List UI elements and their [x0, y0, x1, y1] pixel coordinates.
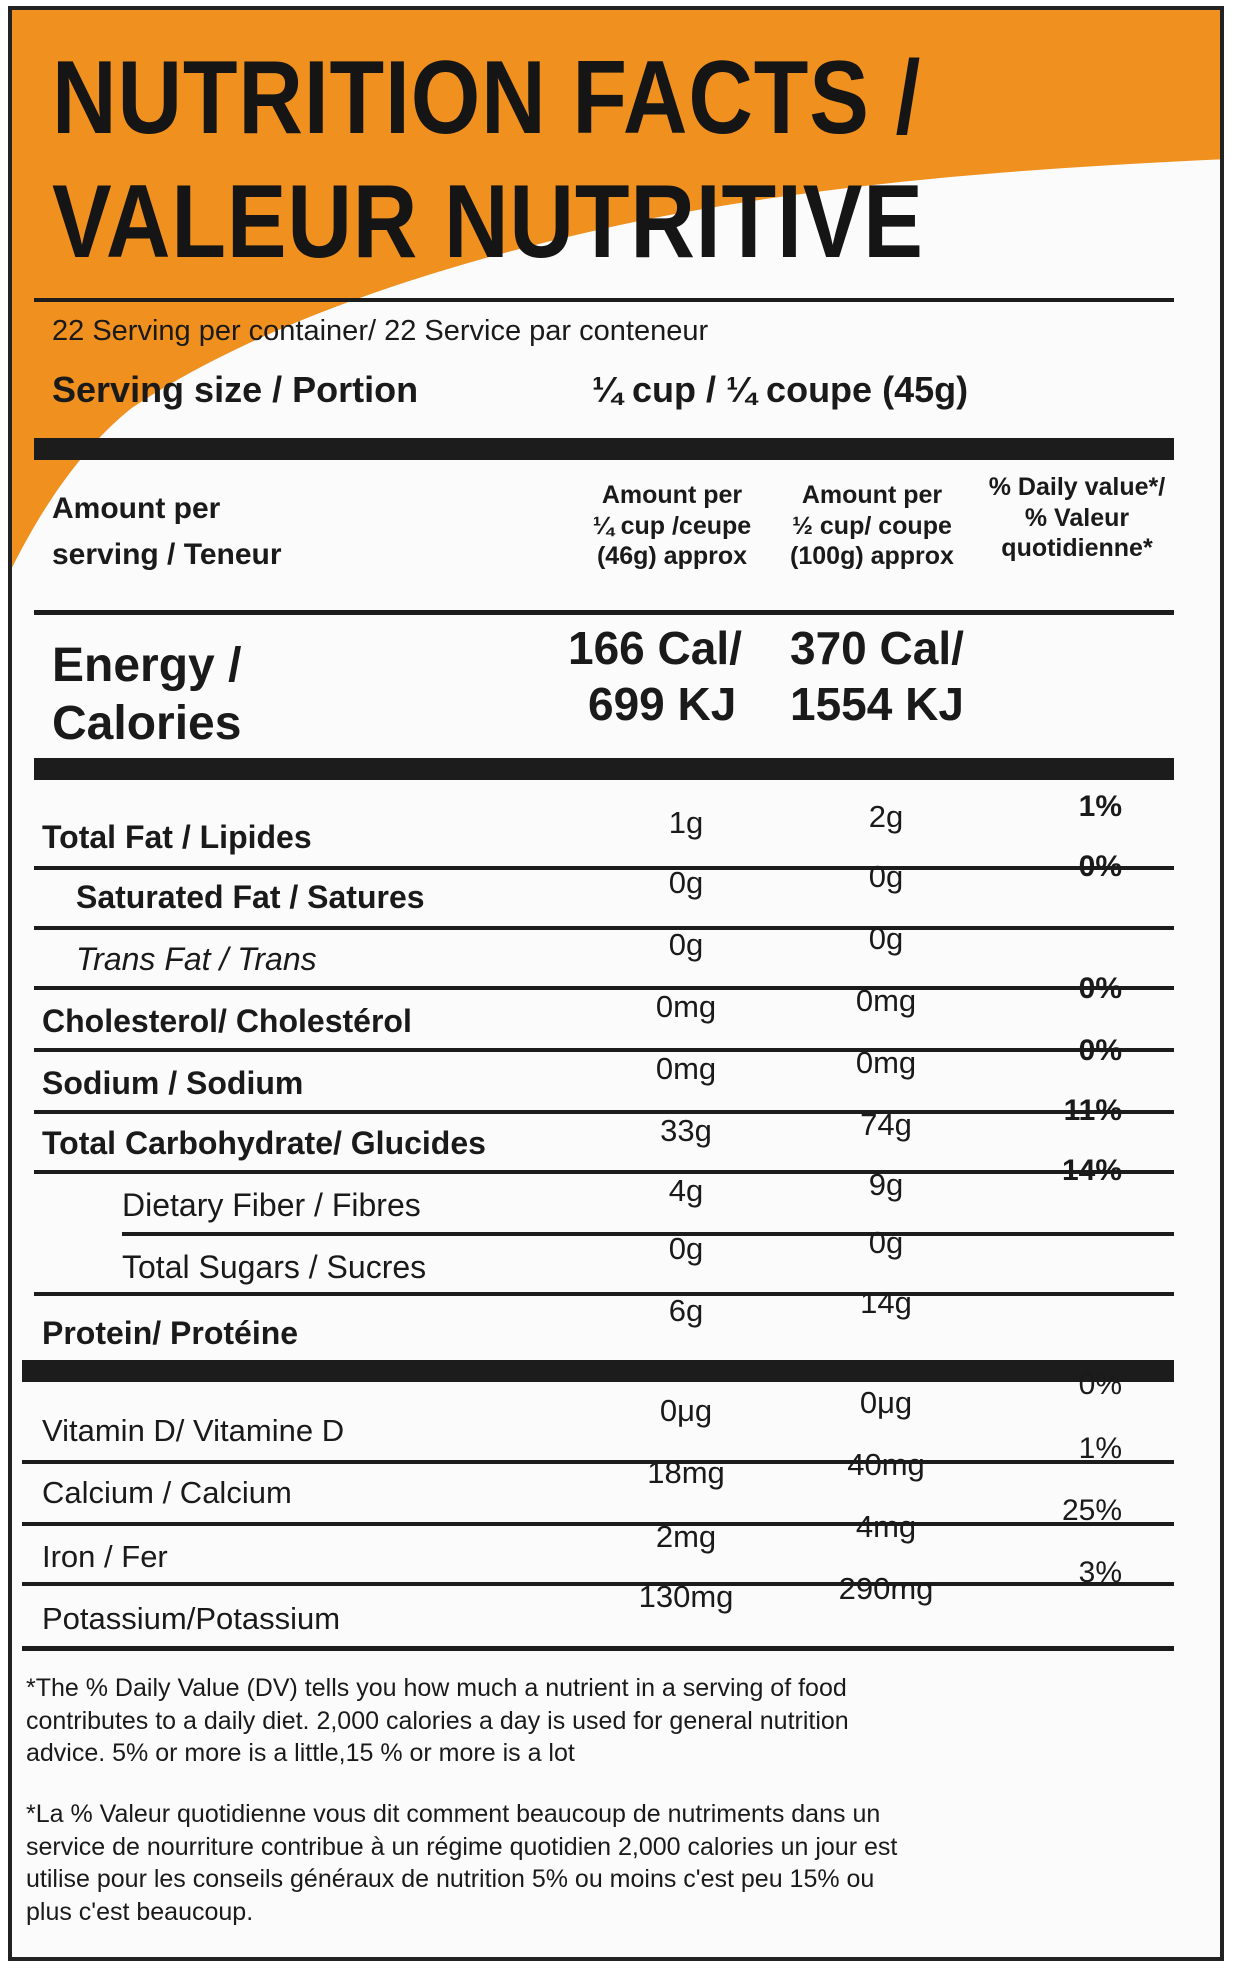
nutrient-label: Cholesterol/ Cholestérol [42, 1003, 412, 1039]
nutrition-label [8, 6, 1224, 1961]
divider [34, 610, 1174, 615]
vitamin-serving-value: 0μg [659, 1393, 713, 1428]
column-header-daily-value: % Daily value*/ % Valeur quotidienne* [988, 473, 1166, 562]
nutrient-daily-value: 0% [1078, 1034, 1122, 1067]
nutrient-daily-value: 11% [1063, 1094, 1122, 1127]
nutrient-label: Total Carbohydrate/ Glucides [42, 1125, 486, 1161]
amount-header-line1: Amount per [52, 492, 221, 525]
nutrient-serving-value: 0g [668, 1231, 704, 1266]
nutrient-serving-value: 0mg [655, 1051, 717, 1086]
energy-100g-cal: 370 Cal/ [790, 622, 964, 674]
vitamin-100g-value: 290mg [838, 1571, 934, 1606]
title-french: VALEUR NUTRITIVE [52, 164, 924, 280]
energy-serving-kj: 699 KJ [588, 678, 737, 730]
divider [22, 1646, 1174, 1651]
energy-100g-kj: 1554 KJ [790, 678, 964, 730]
nutrient-serving-value: 1g [668, 805, 704, 840]
vitamin-label: Calcium / Calcium [42, 1475, 292, 1510]
divider [34, 926, 1174, 930]
nutrient-serving-value: 33g [660, 1113, 712, 1148]
vitamin-daily-value: 25% [1061, 1494, 1122, 1527]
servings-per-container: 22 Serving per container/ 22 Service par conteneur [52, 315, 709, 347]
energy-label-line2: Calories [52, 697, 242, 750]
nutrient-100g-value: 0mg [855, 1045, 917, 1080]
vitamin-daily-value: 1% [1078, 1432, 1122, 1465]
nutrient-daily-value: 14% [1061, 1154, 1122, 1187]
nutrient-serving-value: 0g [668, 865, 704, 900]
thick-divider [34, 438, 1174, 460]
nutrient-label: Saturated Fat / Satures [76, 879, 425, 915]
nutrient-label: Sodium / Sodium [42, 1065, 304, 1101]
amount-header-line2: serving / Teneur [52, 538, 282, 571]
nutrient-label: Total Sugars / Sucres [122, 1249, 427, 1285]
column-header-100g: Amount per ½ cup/ coupe (100g) approx [790, 481, 954, 570]
energy-serving-cal: 166 Cal/ [568, 622, 742, 674]
vitamin-daily-value: 3% [1078, 1556, 1122, 1589]
thick-divider [34, 758, 1174, 780]
vitamin-100g-value: 40mg [847, 1447, 925, 1482]
nutrient-100g-value: 0g [868, 859, 904, 894]
vitamin-100g-value: 4mg [855, 1509, 917, 1544]
serving-size-label: Serving size / Portion [52, 369, 419, 410]
title-english: NUTRITION FACTS / [52, 40, 922, 156]
footnote-english: *The % Daily Value (DV) tells you how much a nutrient in a serving of food contributes to a daily diet. 2,000 calories a day is used for general nutrition advice. 5% or more is a little,15 % or more is a lot [26, 1674, 849, 1767]
serving-size-value: ¼ cup / ¼ coupe (45g) [592, 369, 969, 410]
nutrient-100g-value: 9g [868, 1167, 904, 1202]
vitamin-label: Potassium/Potassium [42, 1601, 341, 1636]
divider [34, 298, 1174, 302]
footnote-french: *La % Valeur quotidienne vous dit comment beaucoup de nutriments dans un service de nourriture contribue à un régime quotidien 2,000 calories un jour est utilise pour les conseils généraux de nutrition 5% ou moins c'est peu 15% ou plus c'est beaucoup. [26, 1800, 898, 1926]
nutrient-100g-value: 2g [868, 799, 904, 834]
vitamin-label: Vitamin D/ Vitamine D [42, 1413, 345, 1448]
vitamin-daily-value: 0% [1078, 1368, 1122, 1401]
vitamin-serving-value: 2mg [655, 1519, 717, 1554]
nutrient-serving-value: 0mg [655, 989, 717, 1024]
nutrient-label: Dietary Fiber / Fibres [122, 1187, 421, 1223]
vitamin-100g-value: 0μg [859, 1385, 913, 1420]
nutrient-100g-value: 0g [868, 921, 904, 956]
divider [34, 1292, 1174, 1296]
nutrient-100g-value: 14g [860, 1285, 912, 1320]
column-header-serving: Amount per ¼ cup /ceupe (46g) approx [592, 481, 752, 570]
nutrient-label: Protein/ Protéine [42, 1315, 299, 1351]
nutrient-serving-value: 4g [668, 1173, 704, 1208]
nutrient-serving-value: 0g [668, 927, 704, 962]
nutrient-daily-value: 0% [1078, 972, 1122, 1005]
vitamin-label: Iron / Fer [42, 1539, 168, 1574]
nutrient-serving-value: 6g [668, 1293, 704, 1328]
vitamin-serving-value: 18mg [647, 1455, 725, 1490]
energy-label-line1: Energy / [52, 639, 242, 692]
nutrient-label: Trans Fat / Trans [76, 941, 317, 977]
vitamin-serving-value: 130mg [638, 1579, 734, 1614]
nutrient-100g-value: 0mg [855, 983, 917, 1018]
nutrient-label: Total Fat / Lipides [42, 819, 312, 855]
nutrient-daily-value: 1% [1078, 790, 1122, 823]
nutrient-100g-value: 74g [860, 1107, 912, 1142]
nutrient-100g-value: 0g [868, 1225, 904, 1260]
nutrient-daily-value: 0% [1078, 850, 1122, 883]
